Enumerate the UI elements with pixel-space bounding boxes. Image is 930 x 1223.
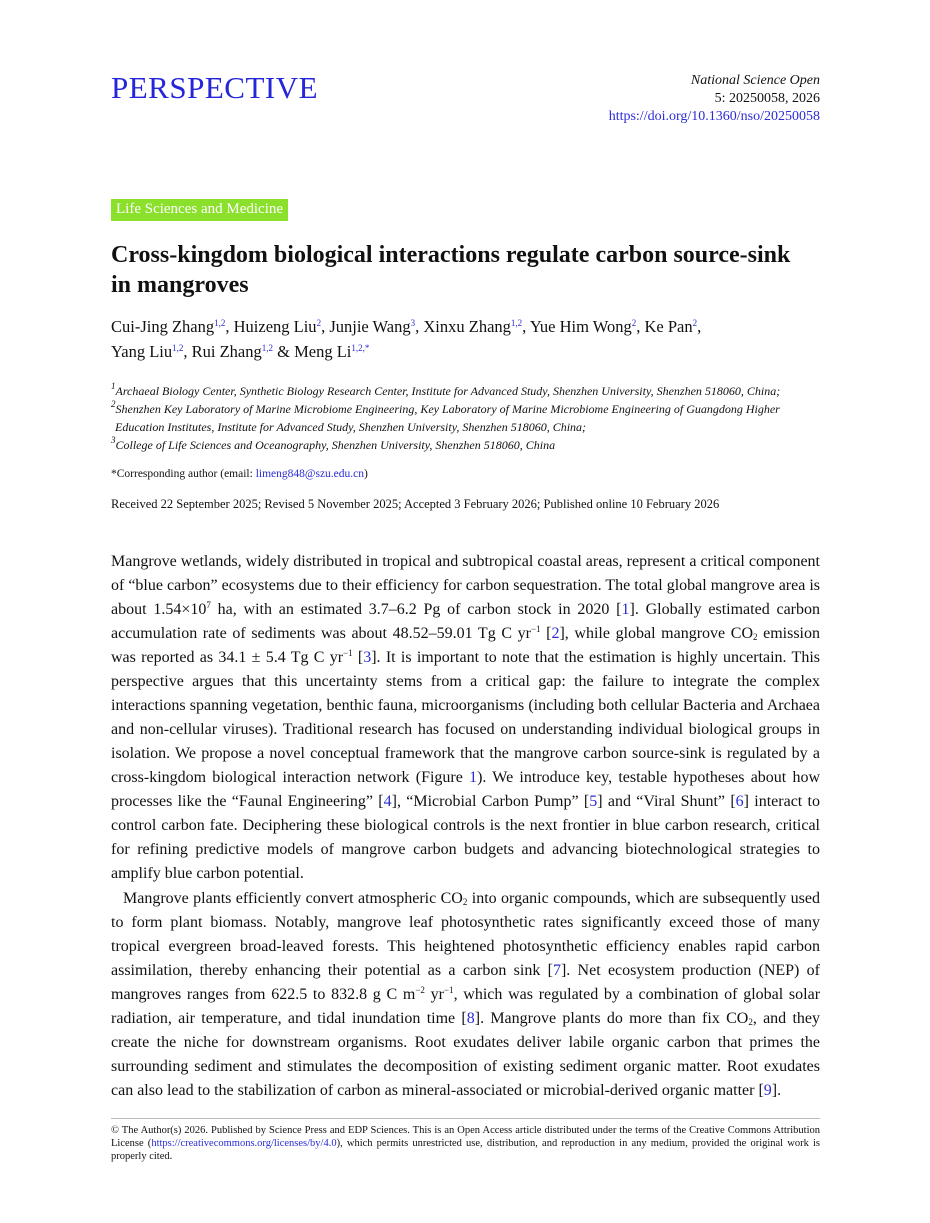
separator: ,: [522, 317, 530, 336]
subscript: 2: [748, 1017, 753, 1027]
corresponding-prefix: *Corresponding author (email:: [111, 468, 256, 480]
author-affiliation-mark[interactable]: 1,2: [172, 343, 184, 353]
text: Mangrove wetlands, widely distributed in tropical and subtropical coastal areas, represent a critical component of “blue carbon” ecosystems due to their efficiency for carbon sequestration. The total global mangrove area is about 1.54×10: [111, 553, 820, 618]
superscript: −1: [530, 624, 541, 634]
email-link[interactable]: limeng848@szu.edu.cn: [255, 468, 365, 480]
superscript: −1: [443, 985, 454, 995]
separator: ,: [321, 317, 330, 336]
author-affiliation-mark[interactable]: 1,2: [510, 318, 523, 328]
journal-info: [609, 72, 820, 126]
text: ].: [771, 1082, 782, 1099]
author-name: Yang Liu: [111, 342, 173, 361]
text: ], while global mangrove CO: [559, 625, 753, 642]
figure-link[interactable]: 1: [469, 769, 478, 786]
citation-link[interactable]: 8: [466, 1010, 475, 1027]
license-footer: [111, 1124, 820, 1163]
superscript: −1: [343, 648, 353, 658]
text: , which was regulated by a combination of global solar radiation, air temperature, and tidal inundation time [: [111, 986, 821, 1027]
doi-link[interactable]: https://doi.org/10.1360/nso/20250058: [608, 109, 820, 124]
citation-link[interactable]: 4: [383, 793, 392, 810]
affiliation-2: [111, 400, 820, 418]
author-name: Huizeng Liu: [233, 317, 317, 336]
affiliation-text: College of Life Sciences and Oceanography, Shenzhen University, Shenzhen 518060, China: [115, 438, 556, 452]
license-link[interactable]: https://creativecommons.org/licenses/by/4.0: [151, 1138, 337, 1149]
separator: ,: [183, 342, 192, 361]
author-affiliation-mark[interactable]: 2: [692, 318, 698, 328]
author-affiliation-mark[interactable]: 1,2,*: [351, 343, 370, 353]
author-name: Ke Pan: [644, 317, 693, 336]
author-name: Yue Him Wong: [529, 317, 632, 336]
footer-divider: [111, 1118, 820, 1119]
text: yr: [424, 986, 444, 1003]
author-name: Junjie Wang: [329, 317, 411, 336]
affiliations: [111, 382, 820, 454]
corresponding-author: [111, 468, 368, 480]
text: ] interact to control carbon fate. Deciphering these biological controls is the next frontier in blue carbon research, critical for refining predictive models of mangrove carbon budgets and advancing biotechnological strategies to amplify blue carbon potential.: [111, 793, 820, 882]
title-line-2: in mangroves: [111, 272, 249, 298]
author-name: Meng Li: [294, 342, 352, 361]
separator: ,: [697, 317, 702, 336]
category-tag: Life Sciences and Medicine: [111, 199, 288, 221]
affiliation-number: 2: [111, 399, 116, 409]
citation-link[interactable]: 2: [551, 625, 560, 642]
paragraph-2: [111, 887, 820, 1103]
author-name: Rui Zhang: [191, 342, 262, 361]
author-affiliation-mark[interactable]: 1,2: [214, 318, 226, 328]
author-affiliation-mark[interactable]: 3: [410, 318, 416, 328]
separator: &: [273, 342, 295, 361]
affiliation-2-cont: [111, 418, 820, 436]
article-dates: Received 22 September 2025; Revised 5 November 2025; Accepted 3 February 2026; Published online 10 February 2026: [111, 497, 720, 511]
affiliation-1: [111, 382, 820, 400]
text: , and they create the niche for downstream organisms. Root exudates deliver labile organic carbon that primes the surrounding sediment and stimulates the decomposition of existing sediment organic matter. Root exudates can also lead to the stabilization of carbon as mineral-associated or microbial-derived organic matter [: [111, 1010, 820, 1099]
citation-link[interactable]: 7: [552, 962, 561, 979]
citation-link[interactable]: 5: [589, 793, 598, 810]
text: [: [352, 649, 364, 666]
author-name: Xinxu Zhang: [423, 317, 511, 336]
subscript: 2: [753, 632, 758, 642]
text: ]. Mangrove plants do more than fix CO: [474, 1010, 749, 1027]
text: ]. It is important to note that the estimation is highly uncertain. This perspective argues that this uncertainty stems from a critical gap: the failure to integrate the complex interactions spanning vegetation, benthic fauna, microorganisms (including both cellular Bacteria and Archaea and non-cellular viruses). Traditional research has focused on understanding individual biological groups in isolation. We propose a novel conceptual framework that the mangrove carbon source-sink is regulated by a cross-kingdom biological interaction network (Figure: [111, 649, 820, 786]
affiliation-number: 1: [111, 381, 116, 391]
corresponding-suffix: ): [364, 468, 368, 480]
citation-link[interactable]: 9: [763, 1082, 772, 1099]
text: ] and “Viral Shunt” [: [597, 793, 736, 810]
volume-line: 5: 20250058, 2026: [714, 91, 820, 106]
text: Mangrove plants efficiently convert atmospheric CO: [123, 890, 463, 907]
separator: ,: [636, 317, 645, 336]
text: into organic compounds, which are subsequently used to form plant biomass. Notably, mangrove leaf photosynthetic rates significantly exceed those of many tropical evergreen broad-leaved forests. This heightened photosynthetic efficiency enables rapid carbon assimilation, thereby enhancing their potential as a carbon sink [: [111, 890, 821, 979]
article-body: [111, 550, 820, 1103]
footer-text: ), which permits unrestricted use, distribution, and reproduction in any medium, provided the original work is properly cited.: [111, 1138, 820, 1162]
citation-link[interactable]: 1: [621, 601, 630, 618]
author-affiliation-mark[interactable]: 2: [631, 318, 637, 328]
text: ). We introduce key, testable hypotheses about how processes like the “Faunal Engineering” [: [111, 769, 821, 810]
citation-link[interactable]: 3: [363, 649, 372, 666]
text: emission was reported as 34.1 ± 5.4 Tg C yr: [111, 625, 821, 666]
section-label: PERSPECTIVE: [111, 70, 319, 105]
text: ], “Microbial Carbon Pump” [: [391, 793, 590, 810]
affiliation-text: Shenzhen Key Laboratory of Marine Microbiome Engineering, Key Laboratory of Marine Microbiome Engineering of Guangdong Higher: [115, 402, 780, 416]
author-affiliation-mark[interactable]: 2: [316, 318, 322, 328]
paragraph-1: [111, 550, 820, 886]
superscript: 7: [206, 600, 211, 610]
separator: ,: [415, 317, 424, 336]
separator: ,: [225, 317, 234, 336]
footer-text: © The Author(s) 2026. Published by Science Press and EDP Sciences. This is an Open Access article distributed under the terms of the Creative Commons Attribution License (: [111, 1125, 820, 1149]
citation-link[interactable]: 6: [735, 793, 744, 810]
affiliation-number: 3: [111, 435, 116, 445]
affiliation-3: [111, 436, 820, 454]
superscript: −2: [415, 985, 425, 995]
author-name: Cui-Jing Zhang: [111, 317, 215, 336]
author-affiliation-mark[interactable]: 1,2: [261, 343, 274, 353]
text: [: [540, 625, 552, 642]
journal-name: National Science Open: [690, 73, 820, 88]
subscript: 2: [462, 897, 468, 907]
affiliation-text: Education Institutes, Institute for Advanced Study, Shenzhen University, Shenzhen 518060, China;: [115, 420, 587, 434]
text: ]. Globally estimated carbon accumulation rate of sediments was about 48.52–59.01 Tg C yr: [111, 601, 821, 642]
text: ha, with an estimated 3.7–6.2 Pg of carbon stock in 2020 [: [210, 601, 622, 618]
title-line-1: Cross-kingdom biological interactions regulate carbon source-sink: [111, 242, 791, 268]
text: ]. Net ecosystem production (NEP) of mangroves ranges from 622.5 to 832.8 g C m: [111, 962, 820, 1003]
author-list: [111, 314, 820, 364]
affiliation-text: Archaeal Biology Center, Synthetic Biology Research Center, Institute for Advanced Study, Shenzhen University, Shenzhen 518060, China;: [115, 384, 781, 398]
article-title: [111, 240, 820, 300]
